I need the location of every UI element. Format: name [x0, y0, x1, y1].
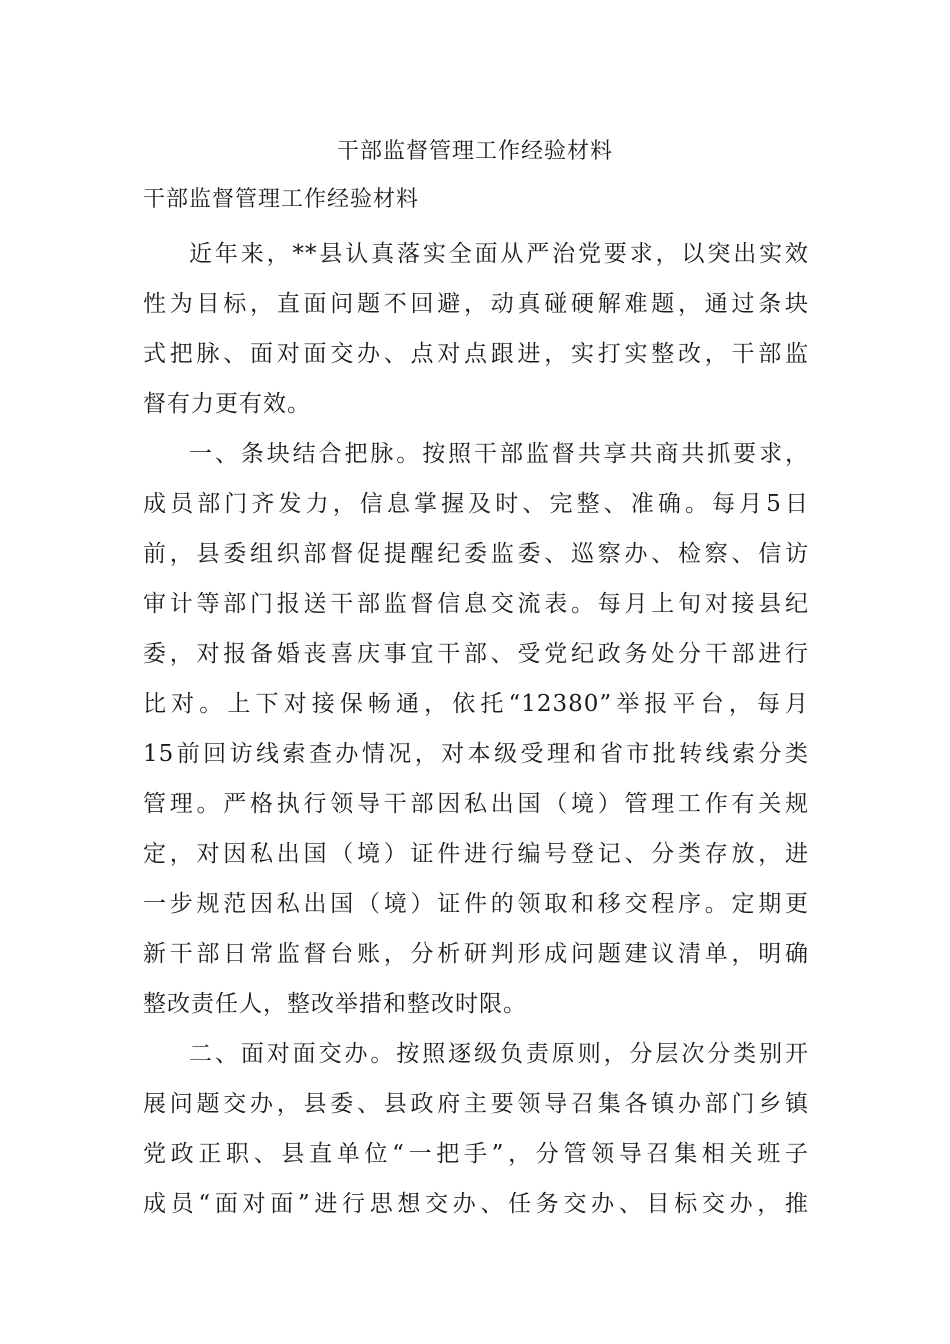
- paragraph-line: 前，县委组织部督促提醒纪委监委、巡察办、检察、信访: [143, 541, 809, 567]
- paragraph-line: 成员部门齐发力，信息掌握及时、完整、准确。每月5日: [143, 491, 809, 517]
- paragraph-line: 一步规范因私出国（境）证件的领取和移交程序。定期更: [143, 891, 809, 917]
- paragraph-line: 定，对因私出国（境）证件进行编号登记、分类存放，进: [143, 841, 809, 867]
- document-title: 干部监督管理工作经验材料: [336, 139, 613, 164]
- document-body: [143, 229, 809, 1229]
- document-subtitle: 干部监督管理工作经验材料: [143, 187, 420, 212]
- paragraph-line: 一、条块结合把脉。按照干部监督共享共商共抓要求，: [189, 441, 809, 467]
- paragraph-line: 近年来，**县认真落实全面从严治党要求，以突出实效: [189, 241, 809, 267]
- paragraph-line: 性为目标，直面问题不回避，动真碰硬解难题，通过条块: [143, 291, 809, 317]
- paragraph-line: 新干部日常监督台账，分析研判形成问题建议清单，明确: [143, 941, 809, 967]
- paragraph-line: 委，对报备婚丧喜庆事宜干部、受党纪政务处分干部进行: [143, 641, 809, 667]
- paragraph-line: 二、面对面交办。按照逐级负责原则，分层次分类别开: [189, 1041, 809, 1067]
- paragraph-line: 成员“面对面”进行思想交办、任务交办、目标交办，推: [143, 1191, 809, 1217]
- paragraph-line: 式把脉、面对面交办、点对点跟进，实打实整改，干部监: [143, 341, 809, 367]
- paragraph-line: 展问题交办，县委、县政府主要领导召集各镇办部门乡镇: [143, 1091, 809, 1117]
- paragraph-line: 党政正职、县直单位“一把手”，分管领导召集相关班子: [143, 1141, 809, 1167]
- paragraph-line: 督有力更有效。: [143, 391, 311, 417]
- paragraph-line: 审计等部门报送干部监督信息交流表。每月上旬对接县纪: [143, 591, 809, 617]
- paragraph-line: 管理。严格执行领导干部因私出国（境）管理工作有关规: [143, 791, 809, 817]
- paragraph-line: 15前回访线索查办情况，对本级受理和省市批转线索分类: [143, 741, 809, 767]
- paragraph-line: 比对。上下对接保畅通，依托“12380”举报平台，每月: [143, 691, 809, 717]
- paragraph-line: 整改责任人，整改举措和整改时限。: [143, 991, 527, 1017]
